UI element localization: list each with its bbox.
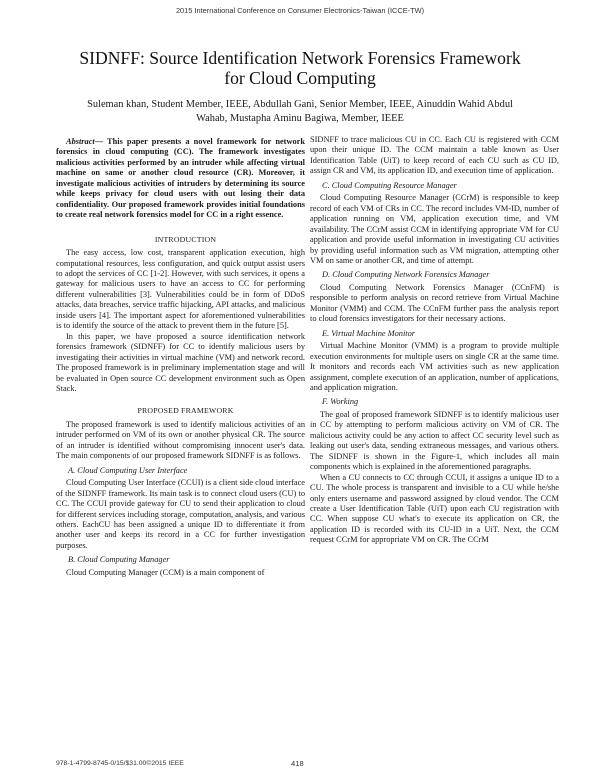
section-b-heading: B. Cloud Computing Manager xyxy=(68,555,170,565)
proposed-framework-heading: PROPOSED FRAMEWORK xyxy=(137,406,234,416)
authors-line-1: Suleman khan, Student Member, IEEE, Abdullah Gani, Senior Member, IEEE, Ainuddin Wahid Abdul xyxy=(87,99,513,110)
proposed-framework-paragraph: The proposed framework is used to identify malicious activities of an intruder performed on VM of its own or another physical CR. The source of an intruder is identified without compromising innocent user's data. The main components of our proposed framework SIDNFF is as follows. xyxy=(56,419,305,461)
section-f-heading: F. Working xyxy=(322,397,359,407)
paper-title xyxy=(40,48,560,88)
section-f-paragraph-2: When a CU connects to CC through CCUI, it assigns a unique ID to a CU. The whole process is transparent and invisible to a CU while he/she only enters username and password assigned by cloud vendor. The CCM create a User Identification Table (UiT) upon each CU registration with CC. When suppose CU what's to execute its application on CR, the application ID is recorded with its CU-ID in a UiT. Next, the CCM request CCrM for appropriate VM on CR. The CCrM xyxy=(310,472,559,545)
conference-header: 2015 International Conference on Consumer Electronics-Taiwan (ICCE-TW) xyxy=(175,6,425,15)
section-a-paragraph: Cloud Computing User Interface (CCUI) is a client side cloud interface of the SIDNFF framework. Its main task is to connect cloud users (CU) to CC. The CCUI provide gateway for CU to send their application to cloud for different services including storage, computation, analysis, and various others. EachCU has been assigned a unique ID to differentiate it from another user and keeps its record in a CC for further investigation purposes. xyxy=(56,478,305,550)
right-column xyxy=(310,135,559,546)
authors-line-2: Wahab, Mustapha Aminu Bagiwa, Member, IEEE xyxy=(196,113,404,124)
section-d-paragraph: Cloud Computing Network Forensics Manager (CCnFM) is responsible to perform analysis on record retrieve from Virtual Machine Monitor (VMM) and CCM. The CCnFM further pass the analysis report to cloud forensics investigators for their necessary actions. xyxy=(310,282,559,324)
introduction-paragraph-1: The easy access, low cost, transparent application execution, high computational resources, less configuration, and quick output assist users to adopt the services of CC [1-2]. However, with such services, it opens a gateway for malicious users to have an access to CC for performing different vulnerabilities [3]. Vulnerabilities could be in form of DDoS attacks, data breaches, service traffic hijacking, API attacks, and malicious inside users [4]. The important aspect for aforementioned vulnerabilities is to identify the source of the attack to prevent them in the future [5]. xyxy=(56,248,305,331)
copyright-footer: 978-1-4799-8745-0/15/$31.00©2015 IEEE xyxy=(56,760,184,767)
title-line-1: SIDNFF: Source Identification Network Forensics Framework xyxy=(79,48,521,68)
introduction-paragraph-2: In this paper, we have proposed a source identification network forensics framework (SIDNFF) for CC to identify malicious users by investigating their activities in virtual machine (VM) and network record. The proposed framework is in preliminary implementation stage and will be evaluated in Open source CC development environment such as Open Stack. xyxy=(56,331,305,393)
section-e-heading: E. Virtual Machine Monitor xyxy=(322,328,416,338)
introduction-heading: INTRODUCTION xyxy=(154,234,217,244)
title-line-2: for Cloud Computing xyxy=(224,68,376,88)
section-c-heading: C. Cloud Computing Resource Manager xyxy=(322,180,457,190)
section-b-paragraph-continued: SIDNFF to trace malicious CU in CC. Each CU is registered with CCM upon their unique ID. The CCM maintain a table known as User Identification Table (UiT) to keep record of each CU such as CU ID, assign CR and VM, its application ID, and execution time of application. xyxy=(310,135,559,176)
section-a-heading: A. Cloud Computing User Interface xyxy=(68,465,188,475)
abstract-label: Abstract— xyxy=(66,137,104,146)
author-list xyxy=(56,98,544,126)
abstract xyxy=(56,137,305,221)
section-e-paragraph: Virtual Machine Monitor (VMM) is a program to provide multiple execution environments for multiple users on single CR at the same time. It monitors and records each VM activities such as new application assignment, complete execution of an application, number of applications, and application migration. xyxy=(310,341,559,392)
section-d-heading: D. Cloud Computing Network Forensics Manager xyxy=(322,270,490,280)
abstract-text: This paper presents a novel framework for network forensics in cloud computing (CC). The framework investigates malicious activities performed by an intruder while affecting virtual machine on same or another cloud resource (CR). Moreover, it investigate malicious activities of intruders by determining its source while keeps privacy for cloud users with out losing their data confidentiality. Our proposed framework provides initial foundations to create real network forensics model for CC in a right essence. xyxy=(56,137,305,220)
section-c-paragraph: Cloud Computing Resource Manager (CCrM) is responsible to keep record of each VM of CRs in CC. The record includes VM-ID, number of application running on VM, application execution time, and VM availability. The CCrM assist CCM in identifying appropriate VM for CU application and provide useful information in investigating CU activities by providing useful information such as VM migration, attempting other VM on same or another CR, and time of attempt. xyxy=(310,193,559,265)
section-f-paragraph-1: The goal of proposed framework SIDNFF is to identify malicious user in CC by attempting to perform malicious activity on VM of CR. The malicious activity could be any action to affect CC security level such as leaking out user's data, sending extraneous messages, and various others. The SIDNFF is shown in the Figure-1, which includes all main components which is explained in the aforementioned paragraphs. xyxy=(310,409,559,472)
section-b-paragraph-start: Cloud Computing Manager (CCM) is a main component of xyxy=(66,567,265,577)
page-number: 418 xyxy=(291,759,304,768)
left-column xyxy=(56,137,305,578)
